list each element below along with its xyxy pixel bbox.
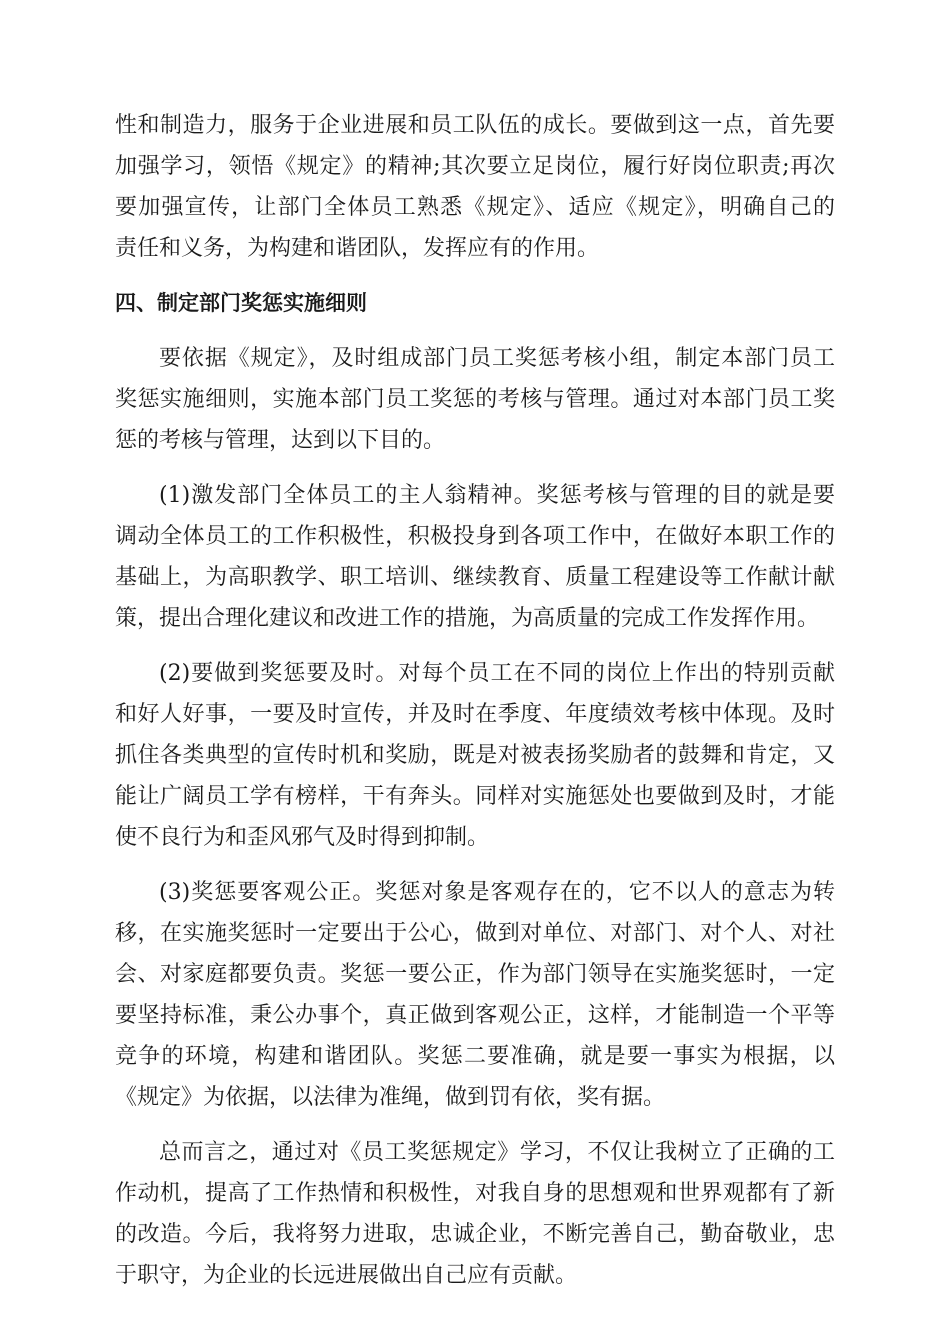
list-item-3 — [115, 872, 835, 1118]
text-line: 和好人好事，一要及时宣传，并及时在季度、年度绩效考核中体现。及时 — [115, 702, 835, 727]
text-line: 会、对家庭都要负责。奖惩一要公正，作为部门领导在实施奖惩时，一定 — [115, 962, 835, 987]
section-heading: 四、制定部门奖惩实施细则 — [115, 291, 367, 315]
text-line: 作动机，提高了工作热情和积极性，对我自身的思想观和世界观都有了新 — [115, 1181, 835, 1206]
text-line: (1)激发部门全体员工的主人翁精神。奖惩考核与管理的目的就是要 — [159, 483, 835, 508]
list-item-1 — [115, 475, 835, 639]
text-line: 竞争的环境，构建和谐团队。奖惩二要准确，就是要一事实为根据，以 — [115, 1044, 835, 1069]
text-line: 要依据《规定》，及时组成部门员工奖惩考核小组，制定本部门员工 — [159, 346, 835, 371]
text-line: 责任和义务，为构建和谐团队，发挥应有的作用。 — [115, 236, 600, 261]
text-line: 奖惩实施细则，实施本部门员工奖惩的考核与管理。通过对本部门员工奖 — [115, 387, 835, 412]
text-line: 于职守，为企业的长远进展做出自己应有贡献。 — [115, 1263, 578, 1288]
text-line: 《规定》为依据，以法律为准绳，做到罚有依，奖有据。 — [115, 1085, 666, 1110]
text-line: 基础上，为高职教学、职工培训、继续教育、质量工程建设等工作献计献 — [115, 565, 835, 590]
text-line: 要加强宣传，让部门全体员工熟悉《规定》、适应《规定》，明确自己的 — [115, 195, 835, 220]
text-line: 策，提出合理化建议和改进工作的措施，为高质量的完成工作发挥作用。 — [115, 606, 820, 631]
text-line: 总而言之，通过对《员工奖惩规定》学习，不仅让我树立了正确的工 — [159, 1140, 835, 1165]
section-paragraph — [115, 338, 835, 461]
document-page — [115, 105, 835, 1310]
intro-paragraph — [115, 105, 835, 269]
text-line: 使不良行为和歪风邪气及时得到抑制。 — [115, 825, 490, 850]
list-item-2 — [115, 653, 835, 858]
text-line: 调动全体员工的工作积极性，积极投身到各项工作中，在做好本职工作的 — [115, 524, 835, 549]
text-line: 加强学习，领悟《规定》的精神;其次要立足岗位，履行好岗位职责;再次 — [115, 154, 835, 179]
text-line: 能让广阔员工学有榜样，干有奔头。同样对实施惩处也要做到及时，才能 — [115, 784, 835, 809]
text-line: 抓住各类典型的宣传时机和奖励，既是对被表扬奖励者的鼓舞和肯定，又 — [115, 743, 835, 768]
text-line: 要坚持标准，秉公办事个，真正做到客观公正，这样，才能制造一个平等 — [115, 1003, 835, 1028]
text-line: (3)奖惩要客观公正。奖惩对象是客观存在的，它不以人的意志为转 — [159, 880, 835, 905]
text-line: 性和制造力，服务于企业进展和员工队伍的成长。要做到这一点，首先要 — [115, 113, 835, 138]
text-line: 移，在实施奖惩时一定要出于公心，做到对单位、对部门、对个人、对社 — [115, 921, 835, 946]
text-line: (2)要做到奖惩要及时。对每个员工在不同的岗位上作出的特别贡献 — [159, 661, 835, 686]
conclusion-paragraph — [115, 1132, 835, 1296]
text-line: 的改造。今后，我将努力进取，忠诚企业，不断完善自己，勤奋敬业，忠 — [115, 1222, 835, 1247]
text-line: 惩的考核与管理，达到以下目的。 — [115, 428, 446, 453]
